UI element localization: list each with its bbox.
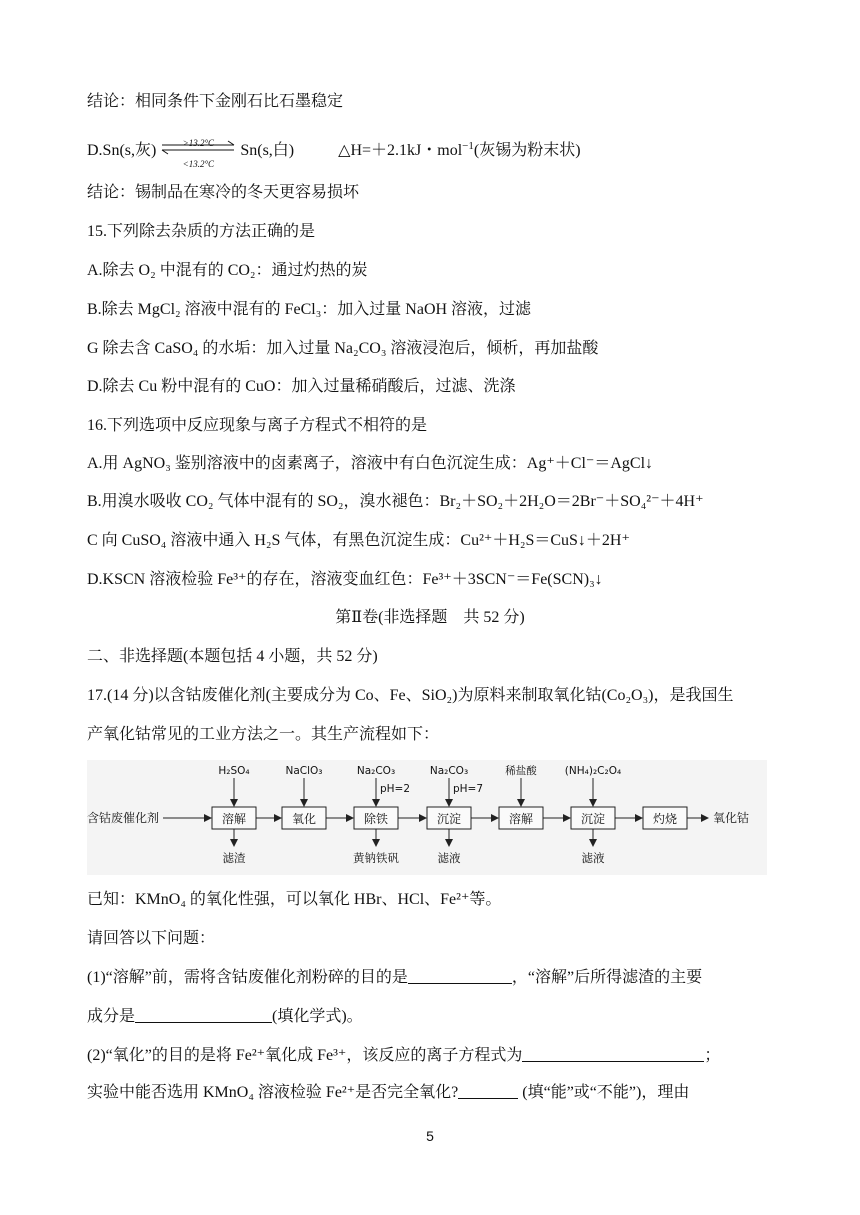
section-heading: 二、非选择题(本题包括 4 小题，共 52 分) xyxy=(87,648,378,665)
q17-known: 已知：KMnO₄ 的氧化性强，可以氧化 HBr、HCl、Fe²⁺等。 xyxy=(87,891,502,908)
flow-step-2 xyxy=(282,807,326,829)
q17-ask: 请回答以下问题： xyxy=(87,930,216,947)
option-d-right: Sn(s,白) xyxy=(240,142,295,159)
svg-text:除铁: 除铁 xyxy=(363,812,389,826)
option-d-left: D.Sn(s,灰) xyxy=(87,142,157,159)
flow-reagent-3: Na₂CO₃ xyxy=(356,765,396,777)
svg-text:灼烧: 灼烧 xyxy=(652,812,678,826)
flow-reagent-2: NaClO₃ xyxy=(285,765,323,777)
flow-output-1: 滤渣 xyxy=(222,851,246,865)
flow-condition-1: pH=2 xyxy=(380,783,411,795)
flow-step-1 xyxy=(212,807,256,829)
q17-part2-line1: (2)“氧化”的目的是将 Fe²⁺氧化成 Fe³⁺，该反应的离子方程式为 ； xyxy=(87,1047,721,1064)
enthalpy: △H=＋2.1kJ・mol xyxy=(338,142,463,159)
q17-stem-line2: 产氧化钴常见的工业方法之一。其生产流程如下： xyxy=(87,726,440,743)
flow-step-3 xyxy=(354,807,398,829)
flow-reagent-6: (NH₄)₂C₂O₄ xyxy=(564,765,622,777)
flow-end: 氧化钴 xyxy=(713,811,750,825)
q15-option-a: A.除去 O₂ 中混有的 CO₂：通过灼热的炭 xyxy=(87,262,368,279)
svg-text:沉淀: 沉淀 xyxy=(580,812,606,826)
q16-option-c: C 向 CuSO₄ 溶液中通入 H₂S 气体，有黑色沉淀生成：Cu²⁺＋H₂S＝CuS↓＋2H⁺ xyxy=(87,532,630,549)
q16-option-d: D.KSCN 溶液检验 Fe³⁺的存在，溶液变血红色：Fe³⁺＋3SCN⁻＝Fe(SCN)₃↓ xyxy=(87,571,603,588)
flow-step-4 xyxy=(427,807,471,829)
option-d-q14: D.Sn(s,灰) >13.2°C <13.2°C Sn(s,白) △H=＋2.1kJ・mol$^{-1}$(灰锡为粉末状) xyxy=(87,138,581,169)
svg-text:沉淀: 沉淀 xyxy=(436,812,462,826)
flow-output-3: 滤液 xyxy=(437,851,461,865)
answer-blank-1[interactable] xyxy=(408,967,512,984)
q16-stem: 16.下列选项中反应现象与离子方程式不相符的是 xyxy=(87,417,428,434)
q17-part2-line2: 实验中能否选用 KMnO₄ 溶液检验 Fe²⁺是否完全氧化? (填“能”或“不能”)，理由 xyxy=(87,1084,690,1101)
svg-text:溶解: 溶解 xyxy=(221,812,247,826)
flow-reagent-1: H₂SO₄ xyxy=(218,765,250,777)
svg-text:溶解: 溶解 xyxy=(508,812,534,826)
reversible-arrow: >13.2°C <13.2°C xyxy=(160,137,236,159)
q15-option-d: D.除去 Cu 粉中混有的 CuO：加入过量稀硝酸后，过滤、洗涤 xyxy=(87,378,516,395)
answer-blank-4[interactable] xyxy=(458,1082,518,1099)
q15-option-b: B.除去 MgCl₂ 溶液中混有的 FeCl₃：加入过量 NaOH 溶液，过滤 xyxy=(87,301,532,318)
flow-start: 含钴废催化剂 xyxy=(87,811,160,825)
q17-part1-line2: 成分是 (填化学式)。 xyxy=(87,1008,363,1025)
conclusion-d: 结论：锡制品在寒冷的冬天更容易损坏 xyxy=(87,184,360,201)
flow-output-4: 滤液 xyxy=(581,851,605,865)
q17-stem-line1: 17.(14 分)以含钴废催化剂(主要成分为 Co、Fe、SiO₂)为原料来制取氧化钴(Co₂O₃)，是我国生 xyxy=(87,687,734,704)
flow-reagent-5: 稀盐酸 xyxy=(505,765,537,777)
q16-option-a: A.用 AgNO₃ 鉴别溶液中的卤素离子，溶液中有白色沉淀生成：Ag⁺＋Cl⁻＝AgCl↓ xyxy=(87,455,654,472)
flow-output-2: 黄钠铁矾 xyxy=(353,851,399,865)
flow-condition-2: pH=7 xyxy=(453,783,484,795)
page-number: 5 xyxy=(426,1128,434,1144)
flow-step-5 xyxy=(499,807,543,829)
q17-part1-line1: (1)“溶解”前，需将含钴废催化剂粉碎的目的是 ，“溶解”后所得滤渣的主要 xyxy=(87,969,703,986)
q15-option-c: G 除去含 CaSO₄ 的水垢：加入过量 Na₂CO₃ 溶液浸泡后，倾析，再加盐酸 xyxy=(87,340,599,357)
q16-option-b: B.用溴水吸收 CO₂ 气体中混有的 SO₂，溴水褪色：Br₂＋SO₂＋2H₂O＝2Br⁻＋SO₄²⁻＋4H⁺ xyxy=(87,493,704,510)
answer-blank-3[interactable] xyxy=(522,1045,704,1062)
q15-stem: 15.下列除去杂质的方法正确的是 xyxy=(87,223,316,240)
part2-title: 第Ⅱ卷(非选择题 共 52 分) xyxy=(335,609,525,626)
flow-reagent-4: Na₂CO₃ xyxy=(429,765,469,777)
process-flow-diagram xyxy=(87,760,767,875)
svg-text:氧化: 氧化 xyxy=(291,812,317,826)
flow-step-6 xyxy=(571,807,615,829)
flow-step-7 xyxy=(643,807,687,829)
answer-blank-2[interactable] xyxy=(135,1006,272,1023)
conclusion-c: 结论：相同条件下金刚石比石墨稳定 xyxy=(87,93,344,110)
